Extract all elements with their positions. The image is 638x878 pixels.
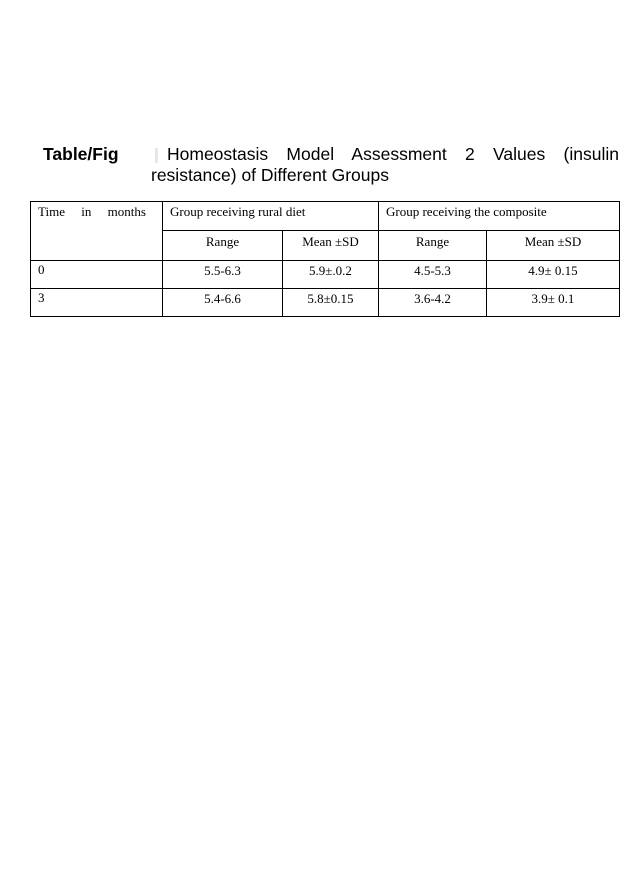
- rural-mean-header: Mean ±SD: [283, 231, 379, 261]
- composite-mean-cell: 4.9± 0.15: [487, 261, 620, 289]
- table-row: [31, 261, 620, 289]
- time-header-cell: [31, 202, 163, 261]
- caption-title: Homeostasis Model Assessment 2 Values (insulin resistance) of Different Groups: [151, 144, 619, 185]
- rural-group-header: Group receiving rural diet: [163, 202, 379, 231]
- composite-group-header: Group receiving the composite: [379, 202, 620, 231]
- table-row: [31, 289, 620, 317]
- rural-range-cell: 5.4-6.6: [163, 289, 283, 317]
- time-header: Time in months: [38, 204, 146, 219]
- composite-mean-header: Mean ±SD: [487, 231, 620, 261]
- time-cell: 0: [31, 261, 163, 289]
- composite-range-cell: 3.6-4.2: [379, 289, 487, 317]
- rural-mean-cell: 5.9±.0.2: [283, 261, 379, 289]
- homa2-values-table: [30, 201, 620, 317]
- rural-range-cell: 5.5-6.3: [163, 261, 283, 289]
- caption-label: Table/Fig: [43, 144, 119, 164]
- composite-range-header: Range: [379, 231, 487, 261]
- rural-range-header: Range: [163, 231, 283, 261]
- time-cell: 3: [31, 289, 163, 317]
- composite-mean-cell: 3.9± 0.1: [487, 289, 620, 317]
- rural-mean-cell: 5.8±0.15: [283, 289, 379, 317]
- table-header-row: [31, 202, 620, 231]
- composite-range-cell: 4.5-5.3: [379, 261, 487, 289]
